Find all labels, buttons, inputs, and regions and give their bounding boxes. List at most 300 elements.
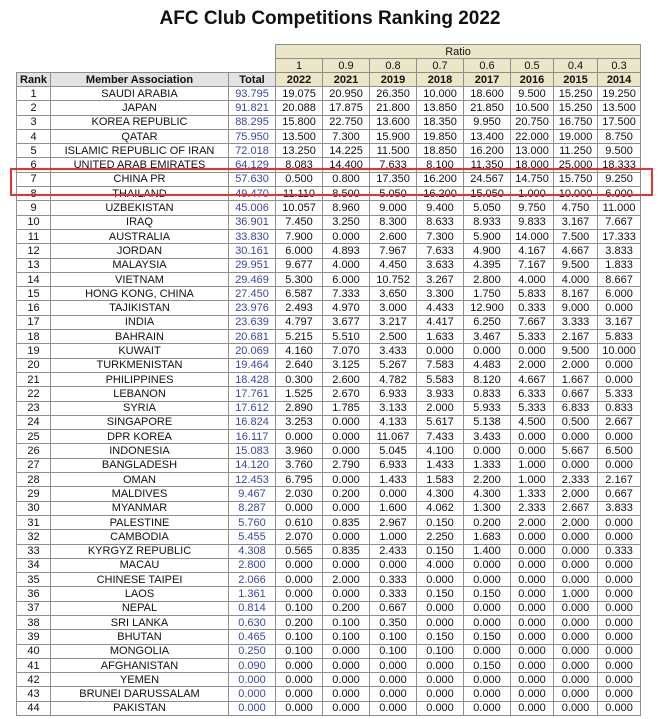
rank-cell: 22	[17, 387, 51, 401]
table-row	[17, 287, 641, 301]
score-cell: 17.333	[598, 229, 641, 243]
rank-cell: 27	[17, 458, 51, 472]
score-cell: 5.833	[511, 287, 554, 301]
score-cell: 4.300	[464, 487, 511, 501]
table-row	[17, 601, 641, 615]
score-cell: 18.600	[464, 87, 511, 101]
score-cell: 18.850	[417, 144, 464, 158]
score-cell: 0.333	[511, 301, 554, 315]
year-header: 2019	[370, 73, 417, 87]
table-row	[17, 387, 641, 401]
score-cell: 0.667	[370, 601, 417, 615]
total-cell: 15.083	[229, 444, 276, 458]
score-cell: 0.000	[370, 658, 417, 672]
score-cell: 18.333	[598, 158, 641, 172]
table-row	[17, 272, 641, 286]
table-row	[17, 172, 641, 186]
rank-cell: 28	[17, 473, 51, 487]
rank-cell: 31	[17, 515, 51, 529]
table-row	[17, 615, 641, 629]
score-cell: 0.000	[276, 701, 323, 715]
score-cell: 0.000	[323, 229, 370, 243]
association-cell: UZBEKISTAN	[51, 201, 229, 215]
score-cell: 3.650	[370, 287, 417, 301]
score-cell: 0.000	[276, 501, 323, 515]
score-cell: 5.833	[598, 330, 641, 344]
score-cell: 10.000	[417, 87, 464, 101]
score-cell: 0.000	[464, 444, 511, 458]
score-cell: 0.000	[464, 573, 511, 587]
score-cell: 8.667	[598, 272, 641, 286]
association-cell: INDIA	[51, 315, 229, 329]
total-cell: 75.950	[229, 129, 276, 143]
association-cell: BHUTAN	[51, 630, 229, 644]
score-cell: 1.667	[554, 372, 598, 386]
score-cell: 7.633	[417, 244, 464, 258]
association-cell: OMAN	[51, 473, 229, 487]
table-row	[17, 87, 641, 101]
score-cell: 5.900	[464, 229, 511, 243]
rank-cell: 21	[17, 372, 51, 386]
table-row	[17, 473, 641, 487]
score-cell: 0.000	[598, 573, 641, 587]
total-cell: 12.453	[229, 473, 276, 487]
score-cell: 0.000	[598, 615, 641, 629]
score-cell: 0.000	[464, 644, 511, 658]
table-row	[17, 201, 641, 215]
score-cell: 0.000	[511, 701, 554, 715]
score-cell: 7.333	[323, 287, 370, 301]
score-cell: 5.333	[511, 330, 554, 344]
page-title: AFC Club Competitions Ranking 2022	[159, 8, 501, 29]
association-cell: THAILAND	[51, 187, 229, 201]
score-cell: 10.000	[554, 187, 598, 201]
total-cell: 33.830	[229, 229, 276, 243]
score-cell: 0.000	[554, 530, 598, 544]
score-cell: 2.000	[417, 401, 464, 415]
score-cell: 3.217	[370, 315, 417, 329]
score-cell: 25.000	[554, 158, 598, 172]
score-cell: 0.000	[554, 544, 598, 558]
total-cell: 57.630	[229, 172, 276, 186]
rank-cell: 17	[17, 315, 51, 329]
score-cell: 7.433	[417, 430, 464, 444]
score-cell: 3.933	[417, 387, 464, 401]
score-cell: 0.150	[417, 515, 464, 529]
score-cell: 0.000	[417, 615, 464, 629]
score-cell: 1.600	[370, 501, 417, 515]
score-cell: 4.450	[370, 258, 417, 272]
total-cell: 9.467	[229, 487, 276, 501]
score-cell: 9.750	[511, 201, 554, 215]
score-cell: 4.000	[417, 558, 464, 572]
score-cell: 0.667	[554, 387, 598, 401]
score-cell: 0.000	[323, 473, 370, 487]
score-cell: 6.795	[276, 473, 323, 487]
total-cell: 0.090	[229, 658, 276, 672]
score-cell: 16.200	[417, 187, 464, 201]
association-cell: MALDIVES	[51, 487, 229, 501]
score-cell: 2.670	[323, 387, 370, 401]
table-row	[17, 644, 641, 658]
score-cell: 0.000	[598, 587, 641, 601]
association-cell: SYRIA	[51, 401, 229, 415]
table-row	[17, 501, 641, 515]
score-cell: 2.800	[464, 272, 511, 286]
score-cell: 1.785	[323, 401, 370, 415]
total-cell: 2.066	[229, 573, 276, 587]
score-cell: 0.000	[598, 687, 641, 701]
score-cell: 6.000	[323, 272, 370, 286]
table-row	[17, 301, 641, 315]
association-header: Member Association	[51, 73, 229, 87]
rank-cell: 8	[17, 187, 51, 201]
score-cell: 6.933	[370, 458, 417, 472]
table-row	[17, 358, 641, 372]
score-cell: 4.100	[417, 444, 464, 458]
table-row	[17, 115, 641, 129]
score-cell: 0.000	[511, 687, 554, 701]
table-row	[17, 587, 641, 601]
score-cell: 5.050	[464, 201, 511, 215]
total-cell: 20.069	[229, 344, 276, 358]
rank-cell: 19	[17, 344, 51, 358]
score-cell: 0.150	[464, 630, 511, 644]
score-cell: 9.500	[598, 144, 641, 158]
score-cell: 3.433	[464, 430, 511, 444]
table-body	[17, 87, 641, 716]
association-cell: VIETNAM	[51, 272, 229, 286]
score-cell: 6.000	[598, 187, 641, 201]
rank-cell: 4	[17, 129, 51, 143]
rank-cell: 6	[17, 158, 51, 172]
score-cell: 0.000	[511, 658, 554, 672]
association-cell: LAOS	[51, 587, 229, 601]
score-cell: 0.000	[323, 687, 370, 701]
score-cell: 0.000	[554, 687, 598, 701]
score-cell: 1.433	[417, 458, 464, 472]
table-row	[17, 129, 641, 143]
score-cell: 0.150	[464, 587, 511, 601]
score-cell: 21.800	[370, 101, 417, 115]
score-cell: 2.167	[598, 473, 641, 487]
score-cell: 0.000	[323, 587, 370, 601]
score-cell: 9.500	[554, 258, 598, 272]
association-cell: MALAYSIA	[51, 258, 229, 272]
score-cell: 0.000	[511, 615, 554, 629]
score-cell: 2.000	[323, 573, 370, 587]
score-cell: 0.000	[370, 487, 417, 501]
association-cell: JAPAN	[51, 101, 229, 115]
score-cell: 4.900	[464, 244, 511, 258]
score-cell: 0.100	[370, 630, 417, 644]
association-cell: YEMEN	[51, 673, 229, 687]
association-cell: SRI LANKA	[51, 615, 229, 629]
score-cell: 1.333	[511, 487, 554, 501]
score-cell: 0.000	[464, 687, 511, 701]
table-row	[17, 701, 641, 715]
table-row	[17, 229, 641, 243]
score-cell: 3.253	[276, 415, 323, 429]
table-row	[17, 444, 641, 458]
score-cell: 3.833	[598, 244, 641, 258]
rank-cell: 13	[17, 258, 51, 272]
association-cell: JORDAN	[51, 244, 229, 258]
table-row	[17, 101, 641, 115]
total-cell: 23.639	[229, 315, 276, 329]
score-cell: 0.350	[370, 615, 417, 629]
score-cell: 16.750	[554, 115, 598, 129]
score-cell: 0.100	[276, 644, 323, 658]
score-cell: 7.450	[276, 215, 323, 229]
score-cell: 5.333	[511, 401, 554, 415]
score-cell: 2.667	[598, 415, 641, 429]
score-cell: 0.100	[276, 630, 323, 644]
score-cell: 0.000	[323, 558, 370, 572]
total-cell: 0.000	[229, 673, 276, 687]
table-row	[17, 515, 641, 529]
score-cell: 0.000	[276, 558, 323, 572]
score-cell: 0.000	[276, 430, 323, 444]
score-cell: 6.500	[598, 444, 641, 458]
total-cell: 4.308	[229, 544, 276, 558]
score-cell: 0.100	[370, 644, 417, 658]
score-cell: 0.000	[276, 573, 323, 587]
total-cell: 20.681	[229, 330, 276, 344]
score-cell: 13.500	[276, 129, 323, 143]
rank-cell: 15	[17, 287, 51, 301]
rank-header: Rank	[17, 73, 51, 87]
score-cell: 2.890	[276, 401, 323, 415]
table-row	[17, 658, 641, 672]
total-cell: 2.800	[229, 558, 276, 572]
score-cell: 13.250	[276, 144, 323, 158]
score-cell: 4.062	[417, 501, 464, 515]
score-cell: 0.000	[554, 644, 598, 658]
score-cell: 0.835	[323, 515, 370, 529]
score-cell: 0.000	[598, 458, 641, 472]
score-cell: 0.333	[370, 573, 417, 587]
association-cell: AFGHANISTAN	[51, 658, 229, 672]
score-cell: 0.833	[464, 387, 511, 401]
score-cell: 4.160	[276, 344, 323, 358]
rank-cell: 16	[17, 301, 51, 315]
score-cell: 0.000	[511, 601, 554, 615]
association-cell: DPR KOREA	[51, 430, 229, 444]
score-cell: 15.800	[276, 115, 323, 129]
rank-cell: 41	[17, 658, 51, 672]
ratio-cell: 0.7	[417, 59, 464, 73]
score-cell: 0.000	[464, 558, 511, 572]
score-cell: 1.000	[511, 187, 554, 201]
rank-cell: 36	[17, 587, 51, 601]
score-cell: 0.000	[323, 530, 370, 544]
association-cell: BRUNEI DARUSSALAM	[51, 687, 229, 701]
score-cell: 0.000	[598, 515, 641, 529]
score-cell: 5.267	[370, 358, 417, 372]
score-cell: 0.100	[276, 601, 323, 615]
table-header	[17, 45, 641, 87]
score-cell: 7.900	[276, 229, 323, 243]
rank-cell: 44	[17, 701, 51, 715]
rank-cell: 20	[17, 358, 51, 372]
ratio-cell: 0.9	[323, 59, 370, 73]
score-cell: 0.000	[554, 615, 598, 629]
total-cell: 17.761	[229, 387, 276, 401]
score-cell: 2.000	[554, 515, 598, 529]
score-cell: 4.133	[370, 415, 417, 429]
association-cell: CAMBODIA	[51, 530, 229, 544]
score-cell: 0.000	[323, 701, 370, 715]
total-cell: 0.814	[229, 601, 276, 615]
total-cell: 1.361	[229, 587, 276, 601]
score-cell: 0.565	[276, 544, 323, 558]
score-cell: 7.167	[511, 258, 554, 272]
score-cell: 20.088	[276, 101, 323, 115]
score-cell: 10.500	[511, 101, 554, 115]
score-cell: 0.000	[511, 587, 554, 601]
score-cell: 3.167	[554, 215, 598, 229]
score-cell: 3.633	[417, 258, 464, 272]
score-cell: 7.667	[598, 215, 641, 229]
rank-cell: 25	[17, 430, 51, 444]
score-cell: 21.850	[464, 101, 511, 115]
table-row	[17, 187, 641, 201]
score-cell: 3.000	[370, 301, 417, 315]
score-cell: 0.000	[511, 544, 554, 558]
table-row	[17, 458, 641, 472]
ratio-cell: 0.5	[511, 59, 554, 73]
header-spacer	[17, 45, 276, 73]
total-cell: 88.295	[229, 115, 276, 129]
score-cell: 0.333	[370, 587, 417, 601]
score-cell: 5.933	[464, 401, 511, 415]
score-cell: 11.110	[276, 187, 323, 201]
score-cell: 0.000	[464, 673, 511, 687]
score-cell: 0.100	[323, 615, 370, 629]
table-row	[17, 315, 641, 329]
score-cell: 4.782	[370, 372, 417, 386]
score-cell: 1.683	[464, 530, 511, 544]
score-cell: 0.500	[554, 415, 598, 429]
score-cell: 5.215	[276, 330, 323, 344]
score-cell: 18.000	[511, 158, 554, 172]
association-cell: QATAR	[51, 129, 229, 143]
rank-cell: 33	[17, 544, 51, 558]
rank-cell: 5	[17, 144, 51, 158]
score-cell: 0.500	[276, 172, 323, 186]
score-cell: 12.900	[464, 301, 511, 315]
score-cell: 8.633	[417, 215, 464, 229]
score-cell: 15.750	[554, 172, 598, 186]
total-cell: 45.006	[229, 201, 276, 215]
score-cell: 0.000	[598, 658, 641, 672]
score-cell: 22.000	[511, 129, 554, 143]
score-cell: 4.750	[554, 201, 598, 215]
score-cell: 4.167	[511, 244, 554, 258]
score-cell: 19.075	[276, 87, 323, 101]
ratio-cell: 0.3	[598, 59, 641, 73]
score-cell: 9.833	[511, 215, 554, 229]
total-cell: 23.976	[229, 301, 276, 315]
score-cell: 5.667	[554, 444, 598, 458]
score-cell: 11.000	[598, 201, 641, 215]
score-cell: 5.333	[598, 387, 641, 401]
rank-cell: 3	[17, 115, 51, 129]
score-cell: 0.000	[511, 673, 554, 687]
score-cell: 0.000	[554, 701, 598, 715]
score-cell: 3.267	[417, 272, 464, 286]
score-cell: 5.138	[464, 415, 511, 429]
score-cell: 4.300	[417, 487, 464, 501]
year-header: 2016	[511, 73, 554, 87]
score-cell: 9.950	[464, 115, 511, 129]
score-cell: 0.000	[598, 430, 641, 444]
score-cell: 13.850	[417, 101, 464, 115]
score-cell: 0.000	[554, 573, 598, 587]
score-cell: 2.200	[464, 473, 511, 487]
score-cell: 0.000	[370, 558, 417, 572]
score-cell: 0.000	[464, 344, 511, 358]
rank-cell: 9	[17, 201, 51, 215]
association-cell: AUSTRALIA	[51, 229, 229, 243]
score-cell: 0.000	[370, 701, 417, 715]
score-cell: 8.167	[554, 287, 598, 301]
score-cell: 2.790	[323, 458, 370, 472]
rank-cell: 10	[17, 215, 51, 229]
score-cell: 8.933	[464, 215, 511, 229]
score-cell: 17.500	[598, 115, 641, 129]
year-header: 2018	[417, 73, 464, 87]
rank-cell: 26	[17, 444, 51, 458]
rank-cell: 18	[17, 330, 51, 344]
score-cell: 0.000	[276, 673, 323, 687]
score-cell: 3.333	[554, 315, 598, 329]
total-cell: 16.824	[229, 415, 276, 429]
score-cell: 3.300	[417, 287, 464, 301]
total-cell: 27.450	[229, 287, 276, 301]
score-cell: 0.000	[417, 658, 464, 672]
table-row	[17, 687, 641, 701]
total-cell: 5.455	[229, 530, 276, 544]
score-cell: 0.610	[276, 515, 323, 529]
score-cell: 22.750	[323, 115, 370, 129]
score-cell: 15.050	[464, 187, 511, 201]
association-cell: MYANMAR	[51, 501, 229, 515]
ratio-cell: 0.8	[370, 59, 417, 73]
score-cell: 0.835	[323, 544, 370, 558]
score-cell: 4.797	[276, 315, 323, 329]
year-header: 2014	[598, 73, 641, 87]
score-cell: 0.000	[554, 630, 598, 644]
score-cell: 9.400	[417, 201, 464, 215]
rank-cell: 43	[17, 687, 51, 701]
table-row	[17, 215, 641, 229]
score-cell: 9.000	[554, 301, 598, 315]
score-cell: 9.500	[554, 344, 598, 358]
score-cell: 0.000	[554, 558, 598, 572]
score-cell: 3.760	[276, 458, 323, 472]
score-cell: 2.000	[554, 487, 598, 501]
score-cell: 26.350	[370, 87, 417, 101]
score-cell: 8.960	[323, 201, 370, 215]
score-cell: 0.000	[323, 415, 370, 429]
score-cell: 16.200	[464, 144, 511, 158]
score-cell: 2.600	[370, 229, 417, 243]
score-cell: 0.000	[511, 558, 554, 572]
score-cell: 0.000	[464, 601, 511, 615]
score-cell: 0.000	[511, 444, 554, 458]
